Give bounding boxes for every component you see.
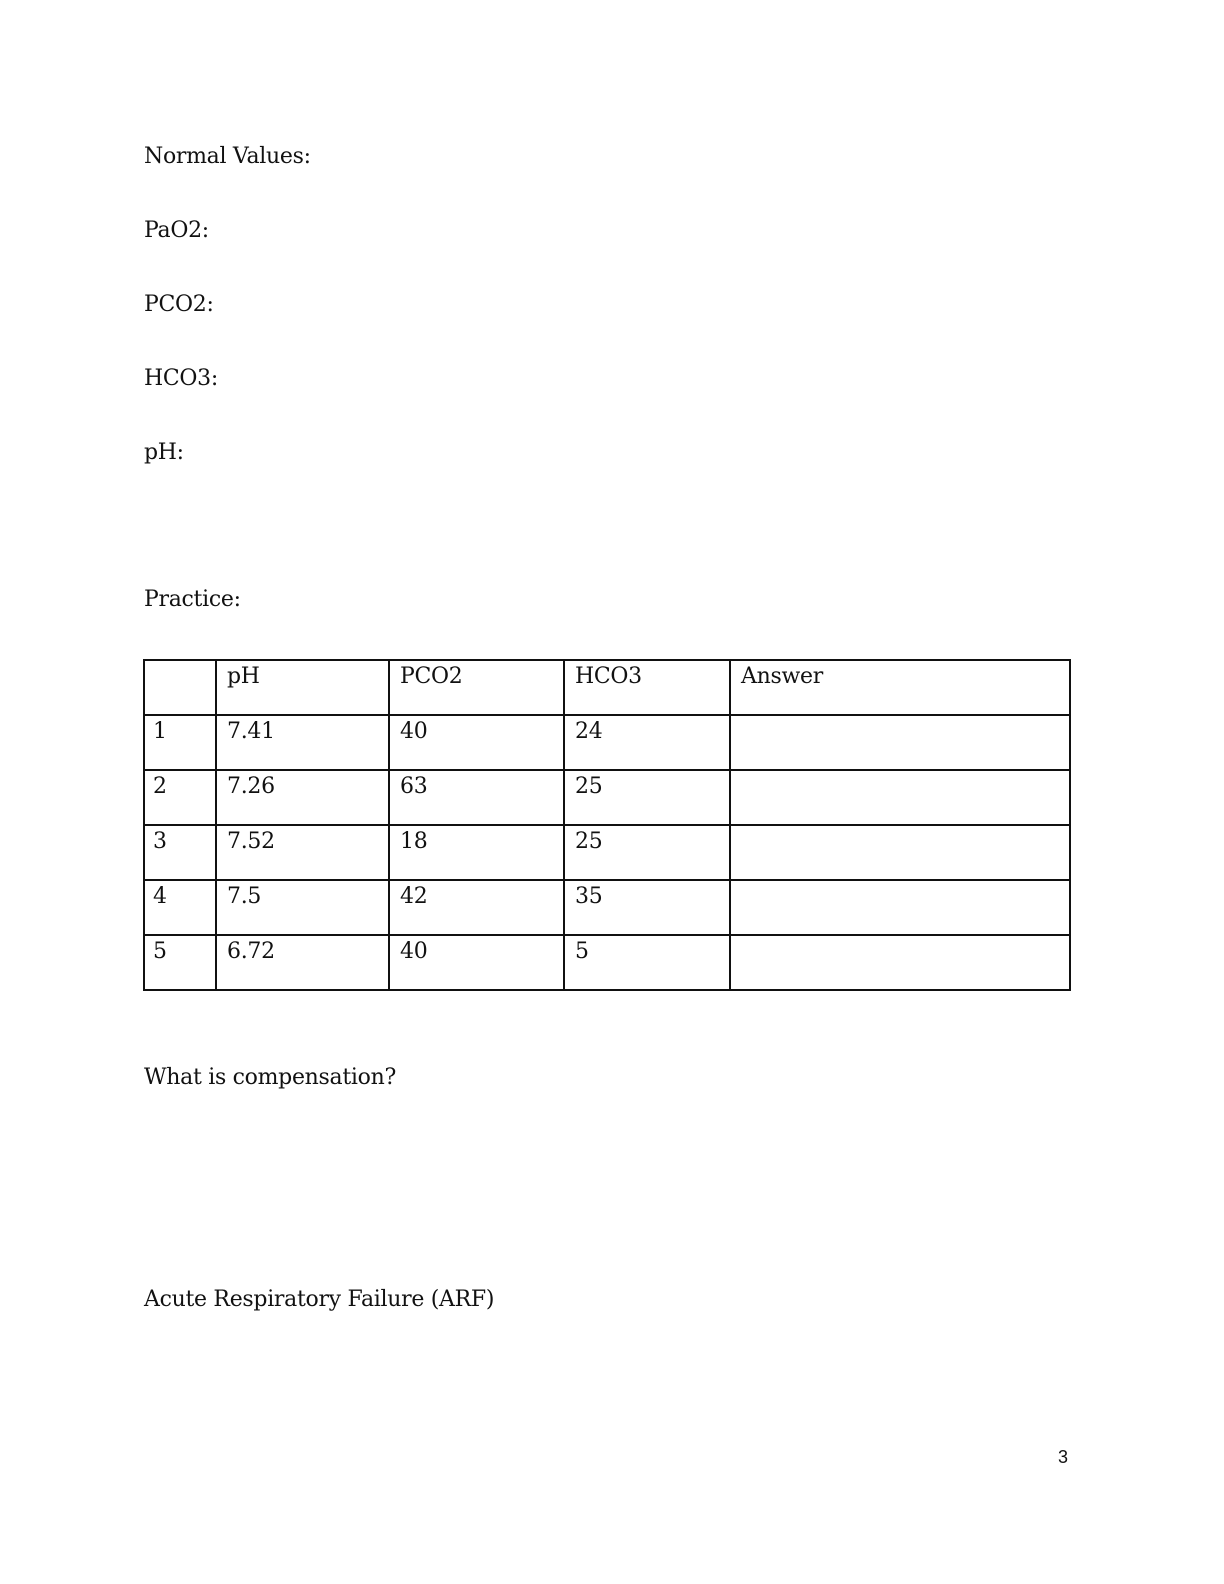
header-cell-blank	[144, 660, 216, 715]
practice-table	[143, 659, 1071, 991]
row-number: 2	[144, 770, 216, 825]
header-cell-pco2: PCO2	[389, 660, 564, 715]
answer-cell[interactable]	[730, 715, 1070, 770]
pco2-cell: 40	[389, 935, 564, 990]
header-cell-answer: Answer	[730, 660, 1070, 715]
table-row	[144, 880, 1070, 935]
table-header-row	[144, 660, 1070, 715]
pco2-cell: 63	[389, 770, 564, 825]
header-cell-hco3: HCO3	[564, 660, 730, 715]
answer-cell[interactable]	[730, 935, 1070, 990]
practice-heading: Practice:	[144, 587, 241, 612]
pco2-cell: 40	[389, 715, 564, 770]
answer-cell[interactable]	[730, 880, 1070, 935]
normal-values-heading: Normal Values:	[144, 144, 311, 169]
table-row	[144, 770, 1070, 825]
page-number: 3	[1058, 1447, 1069, 1467]
pco2-cell: 18	[389, 825, 564, 880]
ph-label: pH:	[144, 440, 184, 465]
ph-cell: 7.5	[216, 880, 389, 935]
ph-cell: 6.72	[216, 935, 389, 990]
pao2-label: PaO2:	[144, 218, 209, 243]
row-number: 1	[144, 715, 216, 770]
compensation-question: What is compensation?	[144, 1065, 396, 1090]
answer-cell[interactable]	[730, 825, 1070, 880]
pco2-label: PCO2:	[144, 292, 214, 317]
table-row	[144, 715, 1070, 770]
ph-cell: 7.41	[216, 715, 389, 770]
pco2-cell: 42	[389, 880, 564, 935]
answer-cell[interactable]	[730, 770, 1070, 825]
table-row	[144, 935, 1070, 990]
hco3-cell: 35	[564, 880, 730, 935]
arf-heading: Acute Respiratory Failure (ARF)	[144, 1287, 495, 1312]
hco3-cell: 5	[564, 935, 730, 990]
ph-cell: 7.26	[216, 770, 389, 825]
hco3-label: HCO3:	[144, 366, 218, 391]
row-number: 3	[144, 825, 216, 880]
hco3-cell: 24	[564, 715, 730, 770]
hco3-cell: 25	[564, 770, 730, 825]
ph-cell: 7.52	[216, 825, 389, 880]
table-row	[144, 825, 1070, 880]
row-number: 5	[144, 935, 216, 990]
hco3-cell: 25	[564, 825, 730, 880]
row-number: 4	[144, 880, 216, 935]
header-cell-ph: pH	[216, 660, 389, 715]
